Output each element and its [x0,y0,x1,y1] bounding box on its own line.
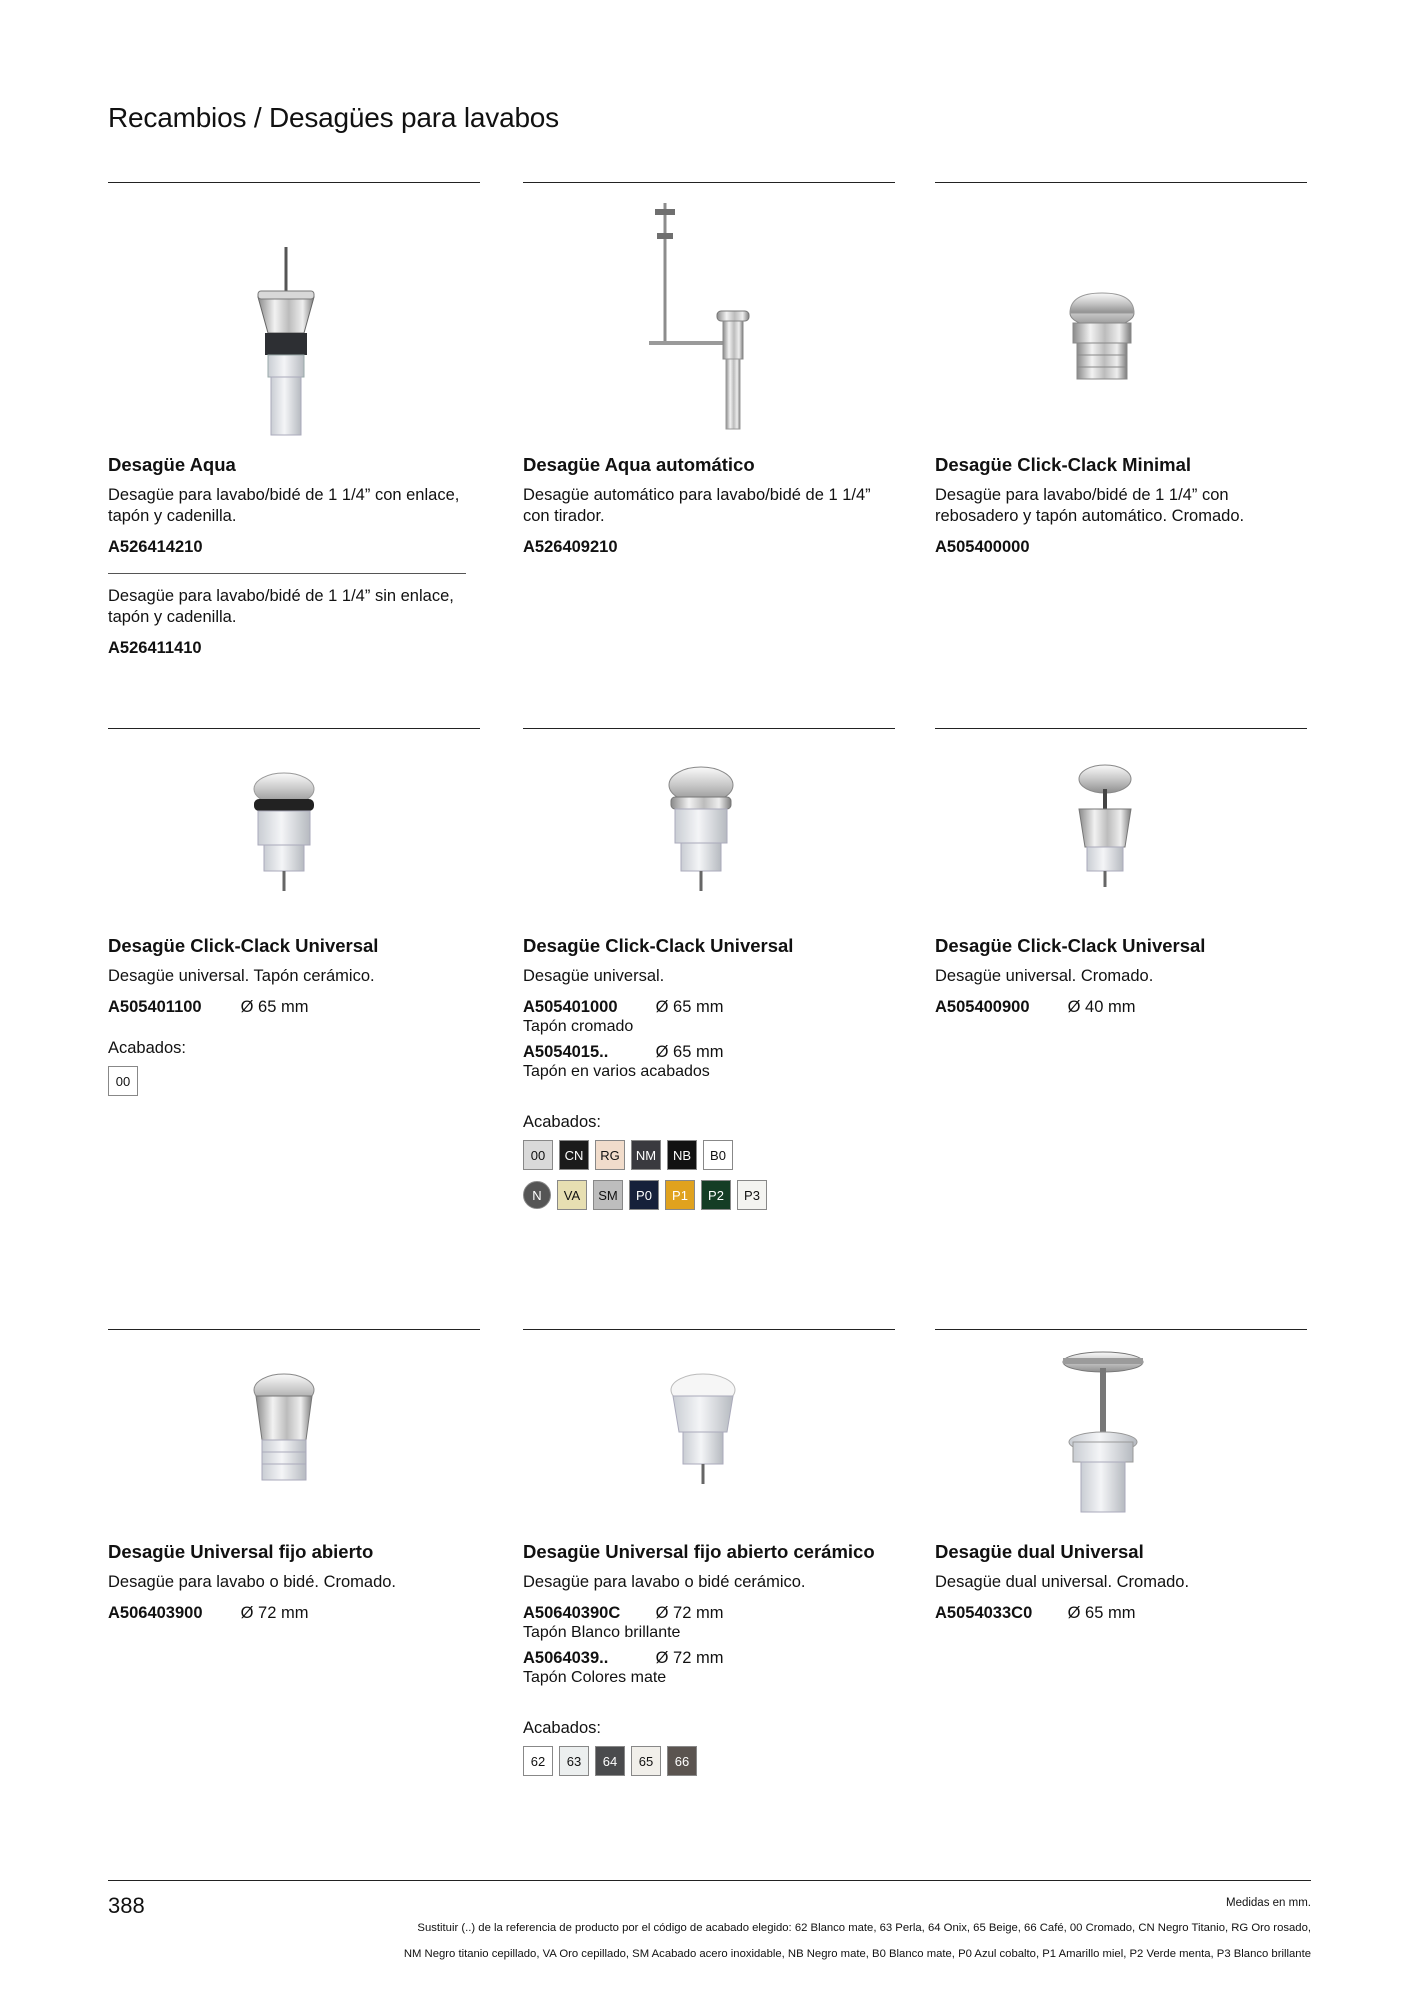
finish-codes-note-line-2: NM Negro titanio cepillado, VA Oro cepillado, SM Acabado acero inoxidable, NB Negro mate, B0 Blanco mate, P0 Azul cobalto, P1 Amarillo miel, P2 Verde menta, P3 Blanco brillante [403,1948,1311,1960]
units-note: Medidas en mm. [1225,1897,1311,1909]
swatch-row [523,1180,895,1210]
product-code: A526409210 [523,538,618,556]
product-description: Desagüe dual universal. Cromado. [935,1573,1190,1591]
page-number: 388 [108,1893,145,1918]
product-name: Desagüe Click-Clack Minimal [935,454,1192,475]
product-card-universal-fijo-abierto [108,1329,480,1623]
product-image [935,183,1307,453]
product-diameter: Ø 72 mm [655,1604,724,1622]
universal-fijo-abierto-illustration [108,1330,480,1540]
product-image [108,1330,480,1540]
product-name: Desagüe Universal fijo abierto cerámico [523,1541,875,1562]
swatch-row [523,1746,895,1776]
product-name: Desagüe Universal fijo abierto [108,1541,374,1562]
product-code: A505400900 [935,998,1030,1016]
product-image [108,729,480,934]
page-title: Recambios / Desagües para lavabos [108,102,559,133]
acabados-label: Acabados: [523,1113,601,1131]
swatch-row [523,1140,895,1170]
product-name: Desagüe Aqua automático [523,454,755,475]
desague-aqua-automatico-illustration [523,183,895,453]
product-diameter: Ø 65 mm [1067,1604,1136,1622]
finish-codes-note-line-1: Sustituir (..) de la referencia de producto por el código de acabado elegido: 62 Blanco mate, 63 Perla, 64 Onix, 65 Beige, 66 Café, 00 Cromado, CN Negro Titanio, RG Oro rosado, [417,1922,1311,1934]
product-subnote: Tapón cromado [523,1018,634,1035]
universal-fijo-abierto-ceramico-illustration [523,1330,895,1540]
finish-swatch-p0: P0 [629,1180,659,1210]
product-card-click-clack-universal-ceramico [108,728,480,1096]
acabados-label: Acabados: [523,1719,601,1737]
finish-swatch-p1: P1 [665,1180,695,1210]
product-diameter-2: Ø 72 mm [655,1649,724,1667]
product-image [523,183,895,453]
product-code: A5054033C0 [935,1604,1033,1622]
product-code-2: A5064039.. [523,1649,609,1667]
finish-swatch-b0: B0 [703,1140,733,1170]
variant-divider [108,573,466,574]
product-code: A526414210 [108,538,203,556]
finish-swatch-n: N [523,1181,551,1209]
product-description: Desagüe para lavabo o bidé. Cromado. [108,1573,397,1591]
product-description: Desagüe universal. Tapón cerámico. [108,967,375,985]
product-subnote: Tapón Blanco brillante [523,1624,681,1641]
finish-swatch-p2: P2 [701,1180,731,1210]
product-code: A50640390C [523,1604,621,1622]
finish-swatch-62: 62 [523,1746,553,1776]
finish-swatch-64: 64 [595,1746,625,1776]
product-description: Desagüe para lavabo/bidé de 1 1/4” con enlace, tapón y cadenilla. [108,486,460,525]
product-card-click-clack-minimal [935,182,1307,557]
finish-swatch-p3: P3 [737,1180,767,1210]
finish-swatch-va: VA [557,1180,587,1210]
product-name: Desagüe Aqua [108,454,236,475]
product-card-click-clack-universal-cromado [935,728,1307,1017]
product-image [523,729,895,934]
finish-swatch-rg: RG [595,1140,625,1170]
product-description: Desagüe universal. Cromado. [935,967,1154,985]
click-clack-universal-illustration [523,729,895,934]
product-card-desague-aqua [108,182,480,658]
dual-universal-illustration [935,1330,1307,1540]
click-clack-minimal-illustration [935,183,1307,453]
footer-divider [108,1880,1311,1881]
finish-swatch-cn: CN [559,1140,589,1170]
product-code: A505400000 [935,538,1030,556]
product-description: Desagüe para lavabo/bidé de 1 1/4” con rebosadero y tapón automático. Cromado. [935,486,1245,525]
product-image [935,1330,1307,1540]
variant-code: A526411410 [108,639,202,657]
product-diameter-2: Ø 65 mm [655,1043,724,1061]
finish-swatch-00: 00 [108,1066,138,1096]
product-image [935,729,1307,934]
product-name: Desagüe Click-Clack Universal [935,935,1206,956]
finish-swatch-00: 00 [523,1140,553,1170]
product-subnote-2: Tapón Colores mate [523,1669,667,1686]
finish-swatch-nb: NB [667,1140,697,1170]
product-name: Desagüe Click-Clack Universal [108,935,379,956]
product-card-desague-aqua-automatico [523,182,895,557]
product-code: A505401100 [108,998,202,1016]
product-code: A506403900 [108,1604,203,1622]
variant-description: Desagüe para lavabo/bidé de 1 1/4” sin enlace, tapón y cadenilla. [108,587,454,626]
product-code: A505401000 [523,998,618,1016]
finish-swatch-65: 65 [631,1746,661,1776]
product-description: Desagüe automático para lavabo/bidé de 1 1/4” con tirador. [523,486,871,525]
finish-swatch-sm: SM [593,1180,623,1210]
acabados-label: Acabados: [108,1039,186,1057]
product-subnote-2: Tapón en varios acabados [523,1063,710,1080]
product-card-click-clack-universal [523,728,895,1210]
product-diameter: Ø 65 mm [240,998,309,1016]
product-code-2: A5054015.. [523,1043,609,1061]
product-name: Desagüe Click-Clack Universal [523,935,794,956]
product-name: Desagüe dual Universal [935,1541,1144,1562]
product-image [523,1330,895,1540]
product-card-universal-fijo-abierto-ceramico [523,1329,895,1776]
swatch-row [108,1066,480,1096]
product-diameter: Ø 72 mm [240,1604,309,1622]
desague-aqua-illustration [108,183,480,453]
product-diameter: Ø 40 mm [1067,998,1136,1016]
product-description: Desagüe universal. [523,967,665,985]
click-clack-universal-illustration [935,729,1307,934]
finish-swatch-66: 66 [667,1746,697,1776]
finish-swatch-63: 63 [559,1746,589,1776]
product-description: Desagüe para lavabo o bidé cerámico. [523,1573,806,1591]
finish-swatch-nm: NM [631,1140,661,1170]
product-diameter: Ø 65 mm [655,998,724,1016]
product-card-dual-universal [935,1329,1307,1623]
product-image [108,183,480,453]
click-clack-universal-illustration [108,729,480,934]
